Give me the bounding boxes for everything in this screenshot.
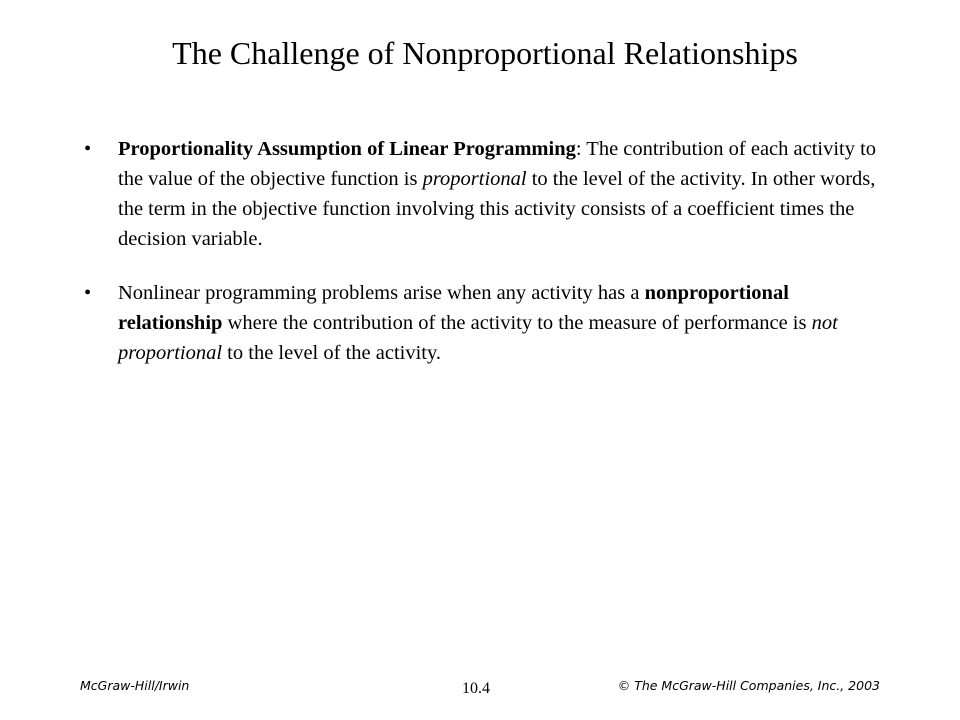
term-nonproportional-relationship: nonproportional relationship bbox=[118, 282, 789, 334]
bullet-text-run: : The contribution of each activity to the value of the objective function is bbox=[118, 138, 877, 190]
emphasis-not-proportional: not proportional bbox=[118, 312, 838, 364]
bullet-item-proportionality bbox=[80, 134, 880, 254]
bullet-marker: • bbox=[84, 282, 92, 304]
term-proportionality-assumption: Proportionality Assumption of Linear Programming bbox=[118, 138, 576, 160]
slide-title: The Challenge of Nonproportional Relationships bbox=[172, 35, 798, 71]
footer-publisher: McGraw-Hill/Irwin bbox=[80, 678, 190, 693]
bullet-list bbox=[80, 134, 880, 392]
bullet-item-nonlinear bbox=[80, 278, 880, 368]
slide-number: 10.4 bbox=[462, 680, 490, 697]
bullet-text-run: to the level of the activity. In other words, the term in the objective function involving this activity consists of a coefficient times the decision variable. bbox=[118, 168, 876, 250]
bullet-text-run: where the contribution of the activity to the measure of performance is bbox=[222, 312, 812, 334]
bullet-marker: • bbox=[84, 138, 92, 160]
bullet-text bbox=[118, 282, 838, 364]
emphasis-proportional: proportional bbox=[422, 168, 527, 190]
bullet-text-run: Nonlinear programming problems arise when any activity has a bbox=[118, 282, 645, 304]
bullet-text bbox=[118, 138, 876, 250]
footer-copyright: © The McGraw-Hill Companies, Inc., 2003 bbox=[617, 678, 880, 693]
bullet-text-run: to the level of the activity. bbox=[222, 342, 442, 364]
